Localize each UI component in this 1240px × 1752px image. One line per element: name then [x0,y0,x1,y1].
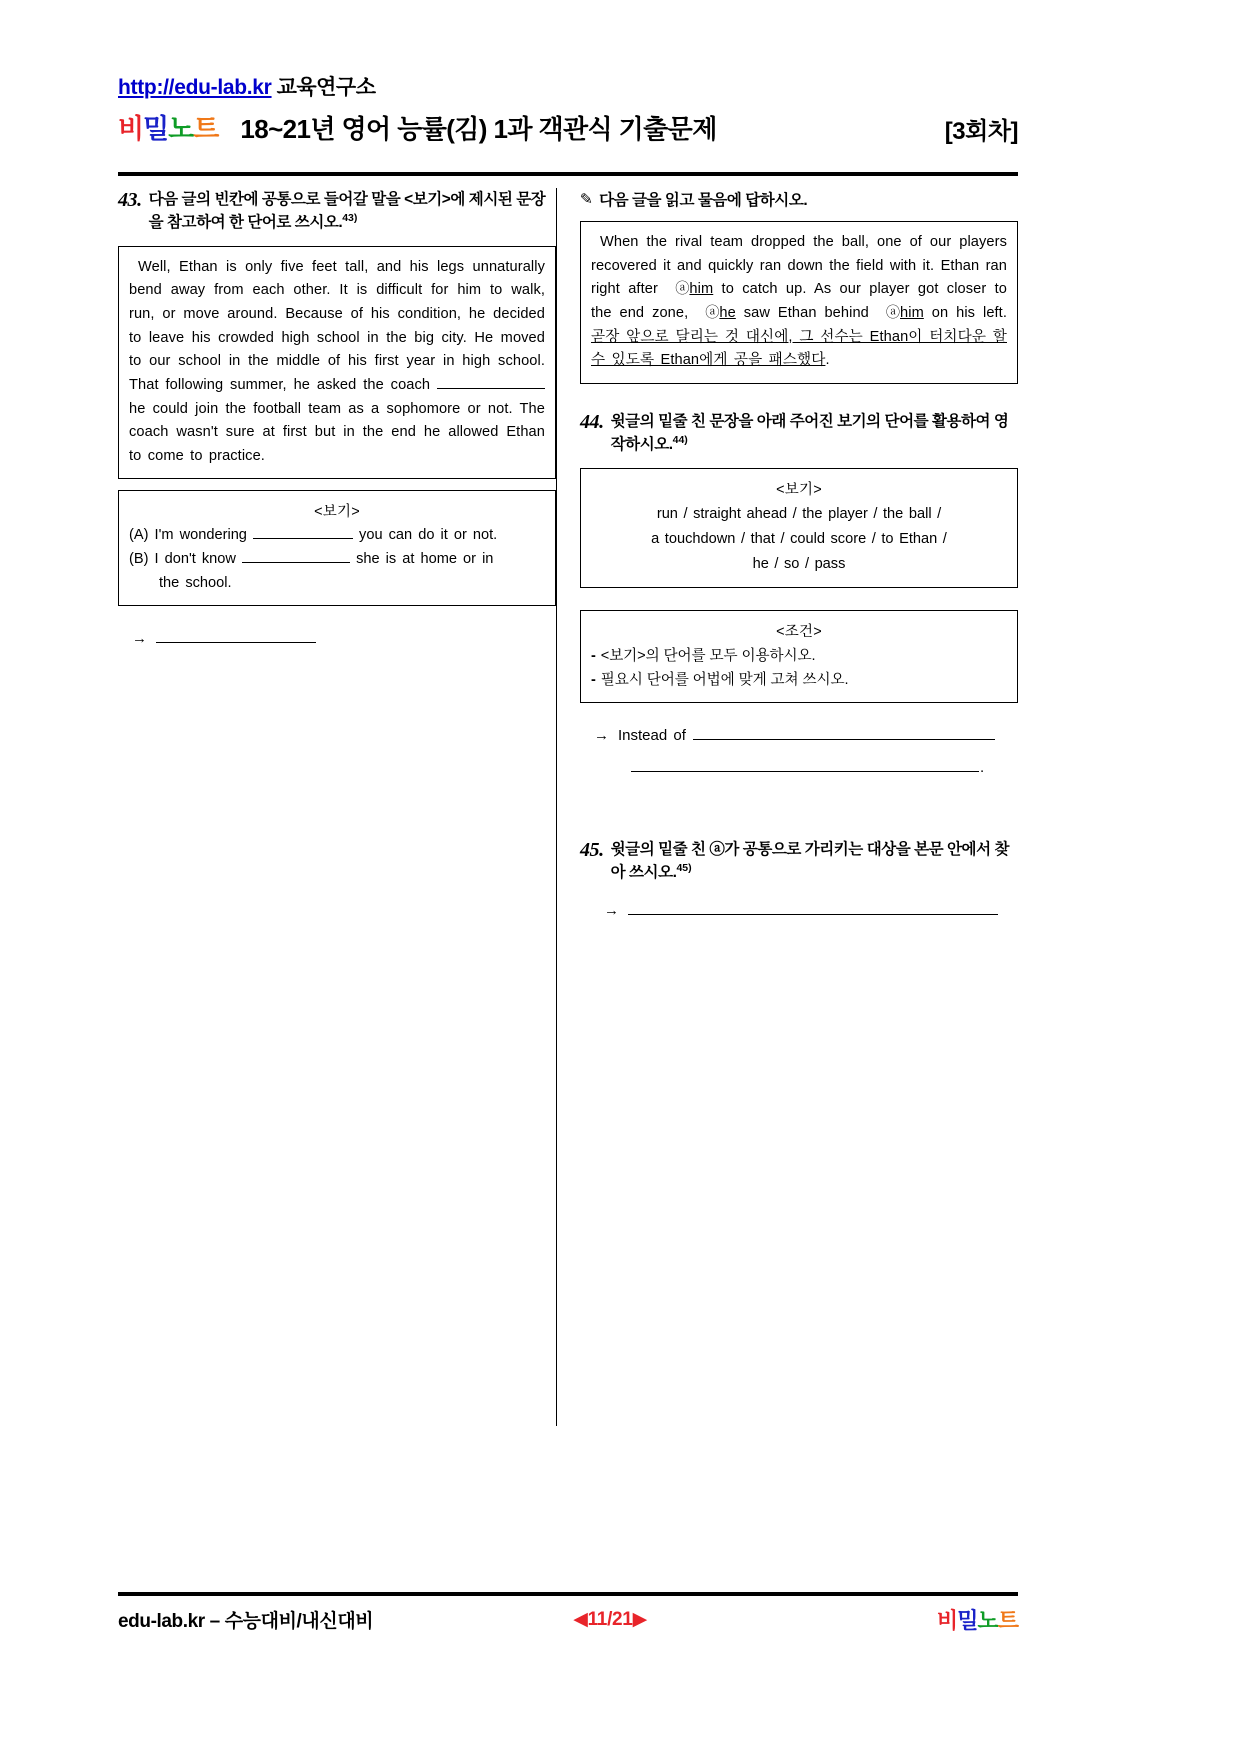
passage-seg-5: . [825,352,830,369]
condition-dash-1: - [591,647,596,664]
question-44-condition-box [580,610,1018,703]
question-45-answer-blank[interactable] [628,901,998,916]
footer-brand-char-4: 트 [997,1608,1018,1633]
question-45-prompt-line2: 본문 안에서 찾아 쓰시오. [610,841,1009,882]
question-44-answer-row2[interactable] [580,758,1018,777]
question-43-number: 43. [118,189,142,211]
question-43-heading [118,188,556,235]
question-44-number: 44. [580,410,604,433]
question-45-heading [580,838,1018,885]
option-b-line2: the school. [159,574,232,591]
marker-a-3: ⓐ [885,304,901,321]
option-b-label: (B) [129,551,149,568]
brand-char-2: 밀 [143,114,169,145]
brand-logo [118,107,218,146]
question-43-text [149,188,556,235]
passage-seg-4: on his left. [923,304,1007,321]
question-44-answer-period: . [980,759,985,777]
pencil-icon: ✎ [579,190,593,208]
passage-seg-2: to catch up. As our player got closer to the end zone, [591,281,1007,321]
question-44-heading [580,410,1018,457]
underline-korean-sentence: 곧장 앞으로 달리는 것 대신에, 그 선수는 Ethan이 터치다운 할 수 있도록 Ethan에게 공을 패스했다 [591,328,1007,369]
option-b-pre: I don't know [154,551,243,568]
question-43-passage [129,256,545,469]
option-b-post: she is at home or in [350,551,494,568]
site-org-label: 교육연구소 [276,76,376,99]
arrow-icon: → [132,629,147,647]
condition-text-1: <보기>의 단어를 모두 이용하시오. [600,647,816,664]
wordbank-line-1: run / straight ahead / the player / the ball / [656,505,942,522]
option-a-pre: I'm wondering [154,527,253,544]
footer-left-text: edu-lab.kr – 수능대비/내신대비 [118,1611,374,1632]
question-44-answer-blank-2[interactable] [631,758,979,773]
reading-instruction-text: 다음 글을 읽고 물음에 답하시오. [599,192,808,209]
arrow-icon: → [594,726,609,744]
passage-blank [437,374,545,389]
passage-seg-1: When the rival team dropped the ball, one of our players recovered it and quickly ran down the field with it. Ethan ran right after [591,234,1007,298]
brand-char-1: 비 [118,114,144,145]
footer-page-indicator: ◀11/21▶ [573,1609,647,1630]
question-43-bogi-box [118,490,556,606]
reading-passage [591,231,1007,373]
option-a-blank [253,525,353,540]
wordbank-line-3: he / so / pass [752,555,846,572]
option-a-line [129,524,545,548]
round-badge: [3회차] [944,118,1018,146]
option-a-post: you can do it or not. [352,527,498,544]
bogi-title-44: <보기> [776,481,822,498]
arrow-icon: → [604,902,619,920]
page-header [118,76,1018,146]
question-43-prompt: 다음 글의 빈칸에 공통으로 들어갈 말을 <보기>에 제시된 문장을 참고하여 한 단어로 쓰시오. [148,191,546,232]
question-44-bogi-box [580,468,1018,588]
question-44-answer-row[interactable] [580,725,1018,744]
condition-text-2: 필요시 단어를 어법에 맞게 고쳐 쓰시오. [600,672,849,688]
question-43-footnote: 43) [342,212,358,225]
footer-brand-char-3: 노 [977,1608,998,1633]
option-a-label: (A) [129,527,149,544]
column-divider [556,188,557,1426]
footer-rule [118,1592,1018,1596]
footer-brand-logo [937,1604,1018,1635]
page-title: 18~21년 영어 능률(김) 1과 객관식 기출문제 [240,114,717,145]
question-44-text [611,410,1018,457]
condition-line-1 [591,644,1007,668]
question-43 [118,188,556,647]
condition-line-2 [591,668,1007,692]
question-45-footnote: 45) [676,862,692,875]
underline-him-1: him [689,281,714,298]
question-43-answer-blank[interactable] [156,628,316,643]
question-43-passage-box [118,246,556,480]
reading-passage-box [580,221,1018,384]
option-b-line [129,548,545,572]
passage-segment-1: Well, Ethan is only five feet tall, and his legs unnaturally bend away from each other. It is difficult for him to walk, run, or move around. Because of his condition, he decided to leave his crowded high school in the big city. He moved to our school in the middle of his first year in high school. That following summer, he asked the coach [129,258,545,393]
header-rule [118,172,1018,176]
question-45-number: 45. [580,839,604,862]
footer-brand-char-2: 밀 [957,1608,978,1633]
bogi-title-43: <보기> [314,504,360,521]
underline-him-2: him [900,304,924,321]
condition-dash-2: - [591,672,596,688]
page-footer [118,1604,1018,1635]
underline-he: he [719,304,736,321]
passage-segment-2: he could join the football team as a sophomore or not. The coach wasn't sure at first but in the end he allowed Ethan to come to practice. [129,400,545,464]
marker-a-2: ⓐ [705,304,720,321]
question-44-prompt: 윗글의 밑줄 친 문장을 아래 주어진 보기의 단어를 활용하여 영작하시오. [610,412,1009,454]
wordbank-line-2: a touchdown / that / could score / to Ethan / [651,530,947,547]
title-row [118,107,1018,146]
reading-instruction [580,188,1018,210]
left-column [118,188,556,647]
question-45 [580,838,1018,919]
question-45-answer-row[interactable] [580,901,1018,920]
question-44-answer-label: Instead of [618,726,686,744]
footer-brand-char-1: 비 [936,1608,958,1633]
site-line [118,76,1018,100]
question-45-prompt-line1: 윗글의 밑줄 친 ⓐ가 공통으로 가리키는 대상을 [610,841,911,859]
question-44-footnote: 44) [672,434,688,447]
question-44 [580,410,1018,776]
brand-char-4: 트 [193,114,219,145]
question-45-text [611,838,1018,885]
marker-a-1: ⓐ [675,281,690,298]
content-columns [118,188,1018,1428]
passage-seg-3: saw Ethan behind [735,304,877,321]
question-43-answer-row[interactable] [118,628,556,647]
condition-title: <조건> [776,623,822,640]
option-b-blank [242,548,350,563]
title-left-group [118,107,717,146]
question-44-answer-blank-1[interactable] [693,725,995,740]
brand-char-3: 노 [168,114,194,145]
right-column [580,188,1018,919]
site-url-link[interactable]: http://edu-lab.kr [118,76,272,99]
